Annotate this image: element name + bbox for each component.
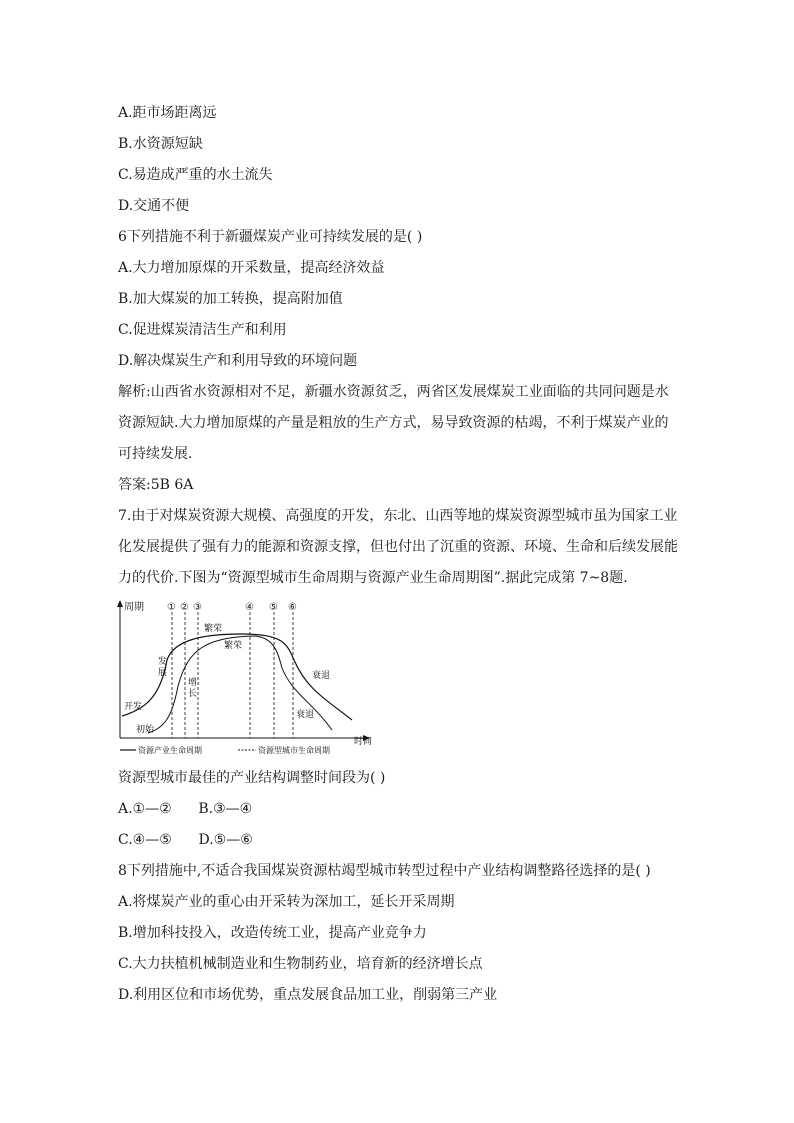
q6-option-b: B.加大煤炭的加工转换，提高附加值 <box>118 291 343 307</box>
y-axis-label: 周期 <box>124 602 144 613</box>
label-fazhan-2: 展 <box>158 668 168 678</box>
q8-stem: 8下列措施中,不适合我国煤炭资源枯竭型城市转型过程中产业结构调整路径选择的是( ) <box>118 863 651 879</box>
q8-option-b: B.增加科技投入，改造传统工业，提高产业竞争力 <box>118 925 427 941</box>
q8-option-d: D.利用区位和市场优势，重点发展食品加工业，削弱第三产业 <box>118 987 498 1003</box>
label-shuaitui-upper: 衰退 <box>312 671 331 681</box>
y-axis-arrow <box>117 600 123 607</box>
q6-option-c: C.促进煤炭清洁生产和利用 <box>118 322 287 338</box>
answer-line: 答案:5B 6A <box>118 477 194 493</box>
q6-stem: 6下列措施不利于新疆煤炭产业可持续发展的是( ) <box>118 229 423 245</box>
label-fazhan-1: 发 <box>158 657 168 667</box>
q5-option-c: C.易造成严重的水土流失 <box>118 167 273 183</box>
q7-intro-paragraph: 7.由于对煤炭资源大规模、高强度的开发，东北、山西等地的煤炭资源型城市虽为国家工业化发展提供了强有力的能源和资源支撑，但也付出了沉重的资源、环境、生命和后续发展能力的代价.下图为“资源型城市生命周期与资源产业生命周期图”.据此完成第 7~8题. <box>118 508 678 586</box>
q8-option-a: A.将煤炭产业的重心由开采转为深加工，延长开采周期 <box>118 894 455 910</box>
q6-option-a: A.大力增加原煤的开采数量，提高经济效益 <box>118 260 385 276</box>
q7-options-row-2: C.④—⑤ D.⑤—⑥ <box>118 832 253 848</box>
label-fanrong-top: 繁荣 <box>204 624 223 634</box>
legend-solid-label: 资源产业生命周期 <box>138 746 202 755</box>
x-axis-label: 时间 <box>354 737 373 747</box>
q5-option-b: B.水资源短缺 <box>118 136 203 152</box>
label-kaifa: 开发 <box>124 702 143 712</box>
q7-stem: 资源型城市最佳的产业结构调整时间段为( ) <box>118 770 386 786</box>
label-fanrong-mid: 繁荣 <box>224 641 243 651</box>
marker-6: ⑥ <box>288 602 297 613</box>
marker-1: ① <box>167 602 176 613</box>
marker-3: ③ <box>193 602 202 613</box>
marker-2: ② <box>180 602 189 613</box>
q5-option-d: D.交通不便 <box>118 198 190 214</box>
life-cycle-diagram <box>112 598 382 758</box>
label-zengzhang-1: 增 <box>188 678 198 688</box>
analysis-paragraph: 解析:山西省水资源相对不足，新疆水资源贫乏，两省区发展煤炭工业面临的共同问题是水资源短缺.大力增加原煤的产量是粗放的生产方式，易导致资源的枯竭，不利于煤炭产业的可持续发展. <box>118 384 669 462</box>
marker-5: ⑤ <box>269 602 278 613</box>
legend-dashed-label: 资源型城市生命周期 <box>258 746 330 755</box>
marker-4: ④ <box>245 602 254 613</box>
label-chushi: 初始 <box>136 725 155 735</box>
label-shuaitui-lower: 衰退 <box>296 710 315 720</box>
q6-option-d: D.解决煤炭生产和利用导致的环境问题 <box>118 353 358 369</box>
q7-options-row-1: A.①—② B.③—④ <box>118 801 253 817</box>
label-zengzhang-2: 长 <box>188 689 198 699</box>
q8-option-c: C.大力扶植机械制造业和生物制药业，培育新的经济增长点 <box>118 956 483 972</box>
q5-option-a: A.距市场距离远 <box>118 105 217 121</box>
